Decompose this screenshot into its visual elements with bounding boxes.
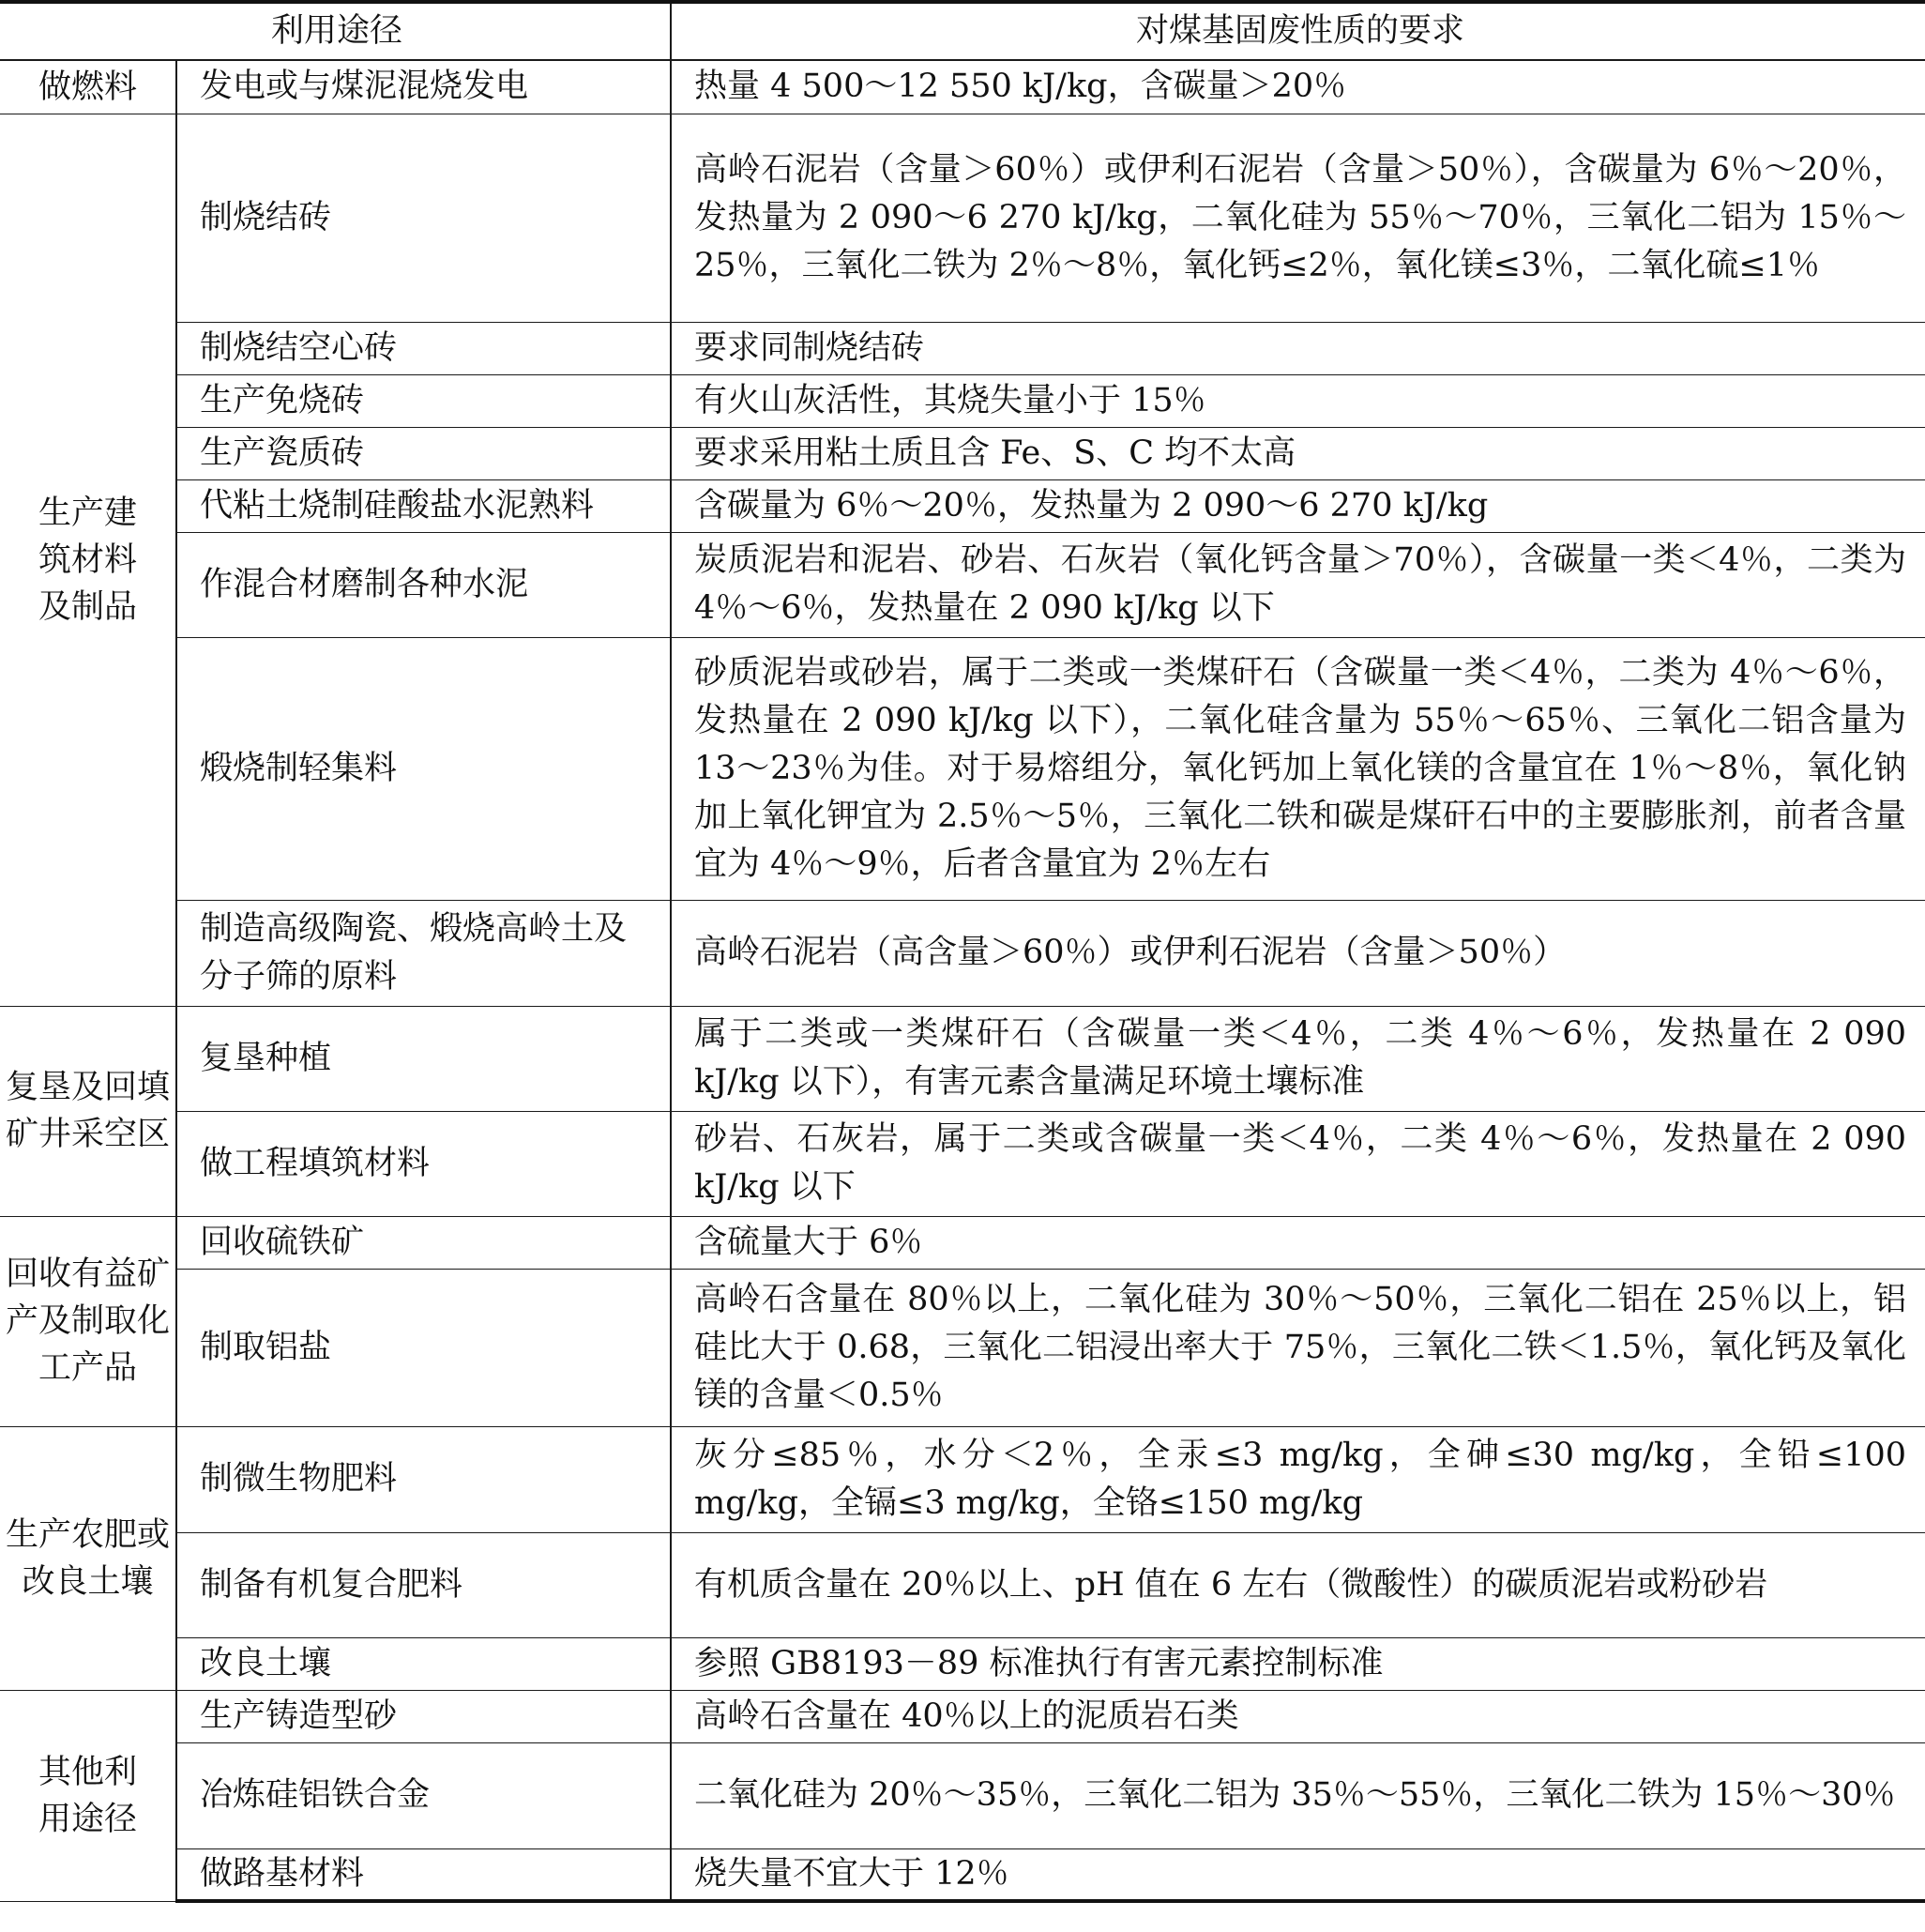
header-requirement: 对煤基固废性质的要求 [671, 2, 1925, 60]
table-row [0, 60, 1925, 114]
usage-cell: 生产铸造型砂 [176, 1690, 671, 1742]
table-row [0, 374, 1925, 427]
table-row [0, 1269, 1925, 1426]
usage-cell: 冶炼硅铝铁合金 [176, 1742, 671, 1848]
table-row [0, 479, 1925, 532]
usage-cell: 回收硫铁矿 [176, 1216, 671, 1269]
table-row [0, 1532, 1925, 1637]
requirement-cell: 高岭石泥岩（高含量＞60％）或伊利石泥岩（含量＞50％） [671, 900, 1925, 1006]
table-row [0, 1426, 1925, 1532]
category-fertilizer: 生产农肥或改良土壤 [0, 1426, 176, 1690]
table-row [0, 900, 1925, 1006]
usage-cell: 做工程填筑材料 [176, 1111, 671, 1216]
table-row [0, 427, 1925, 479]
table-row [0, 1742, 1925, 1848]
requirement-cell: 高岭石泥岩（含量＞60％）或伊利石泥岩（含量＞50％），含碳量为 6％～20％，发热量为 2 090～6 270 kJ/kg，二氧化硅为 55％～70％，三氧化二铝为 15％～25％，三氧化二铁为 2％～8％，氧化钙≤2％，氧化镁≤3％，二氧化硫≤1％ [671, 114, 1925, 322]
table-row [0, 322, 1925, 374]
category-recovery: 回收有益矿产及制取化工产品 [0, 1216, 176, 1426]
usage-cell: 改良土壤 [176, 1637, 671, 1690]
requirement-cell: 属于二类或一类煤矸石（含碳量一类＜4％，二类 4％～6％，发热量在 2 090 kJ/kg 以下），有害元素含量满足环境土壤标准 [671, 1006, 1925, 1111]
requirement-cell: 要求同制烧结砖 [671, 322, 1925, 374]
requirement-cell: 灰分≤85％，水分＜2％，全汞≤3 mg/kg，全砷≤30 mg/kg，全铅≤100 mg/kg，全镉≤3 mg/kg，全铬≤150 mg/kg [671, 1426, 1925, 1532]
usage-cell: 制备有机复合肥料 [176, 1532, 671, 1637]
requirement-cell: 含硫量大于 6％ [671, 1216, 1925, 1269]
requirement-cell: 要求采用粘土质且含 Fe、S、C 均不太高 [671, 427, 1925, 479]
requirement-cell: 高岭石含量在 40％以上的泥质岩石类 [671, 1690, 1925, 1742]
usage-cell: 制烧结空心砖 [176, 322, 671, 374]
requirement-cell: 炭质泥岩和泥岩、砂岩、石灰岩（氧化钙含量＞70％），含碳量一类＜4％，二类为 4％～6％，发热量在 2 090 kJ/kg 以下 [671, 532, 1925, 637]
usage-cell: 发电或与煤泥混烧发电 [176, 60, 671, 114]
usage-cell: 生产瓷质砖 [176, 427, 671, 479]
table-row [0, 1690, 1925, 1742]
usage-cell: 制造高级陶瓷、煅烧高岭土及分子筛的原料 [176, 900, 671, 1006]
table-row [0, 1848, 1925, 1901]
usage-cell: 生产免烧砖 [176, 374, 671, 427]
usage-cell: 做路基材料 [176, 1848, 671, 1901]
usage-cell: 制烧结砖 [176, 114, 671, 322]
category-reclamation: 复垦及回填矿井采空区 [0, 1006, 176, 1216]
requirement-cell: 有火山灰活性，其烧失量小于 15％ [671, 374, 1925, 427]
category-building: 生产建筑材料及制品 [0, 114, 176, 1006]
usage-cell: 煅烧制轻集料 [176, 637, 671, 900]
table-row [0, 532, 1925, 637]
requirement-cell: 热量 4 500～12 550 kJ/kg，含碳量＞20％ [671, 60, 1925, 114]
header-row [0, 2, 1925, 60]
table-row [0, 1111, 1925, 1216]
requirement-cell: 砂岩、石灰岩，属于二类或含碳量一类＜4％，二类 4％～6％，发热量在 2 090 kJ/kg 以下 [671, 1111, 1925, 1216]
usage-cell: 制微生物肥料 [176, 1426, 671, 1532]
requirement-cell: 烧失量不宜大于 12％ [671, 1848, 1925, 1901]
requirement-cell: 参照 GB8193－89 标准执行有害元素控制标准 [671, 1637, 1925, 1690]
table-row [0, 1216, 1925, 1269]
category-other: 其他利用途径 [0, 1690, 176, 1901]
table-row [0, 1006, 1925, 1111]
requirement-cell: 含碳量为 6％～20％，发热量为 2 090～6 270 kJ/kg [671, 479, 1925, 532]
table-row [0, 114, 1925, 322]
usage-cell: 作混合材磨制各种水泥 [176, 532, 671, 637]
header-usage: 利用途径 [0, 2, 671, 60]
requirement-cell: 砂质泥岩或砂岩，属于二类或一类煤矸石（含碳量一类＜4％，二类为 4％～6％，发热量在 2 090 kJ/kg 以下），二氧化硅含量为 55％～65％、三氧化二铝含量为 13～23％为佳。对于易熔组分，氧化钙加上氧化镁的含量宜在 1％～8％，氧化钠加上氧化钾宜为 2.5％～5％，三氧化二铁和碳是煤矸石中的主要膨胀剂，前者含量宜为 4％～9％，后者含量宜为 2％左右 [671, 637, 1925, 900]
requirement-cell: 高岭石含量在 80％以上，二氧化硅为 30％～50％，三氧化二铝在 25％以上，铝硅比大于 0.68，三氧化二铝浸出率大于 75％，三氧化二铁＜1.5％，氧化钙及氧化镁的含量＜0.5％ [671, 1269, 1925, 1426]
table-row [0, 637, 1925, 900]
usage-cell: 代粘土烧制硅酸盐水泥熟料 [176, 479, 671, 532]
usage-cell: 复垦种植 [176, 1006, 671, 1111]
usage-cell: 制取铝盐 [176, 1269, 671, 1426]
requirement-cell: 有机质含量在 20％以上、pH 值在 6 左右（微酸性）的碳质泥岩或粉砂岩 [671, 1532, 1925, 1637]
category-fuel: 做燃料 [0, 60, 176, 114]
table-row [0, 1637, 1925, 1690]
requirement-cell: 二氧化硅为 20％～35％，三氧化二铝为 35％～55％，三氧化二铁为 15％～30％ [671, 1742, 1925, 1848]
